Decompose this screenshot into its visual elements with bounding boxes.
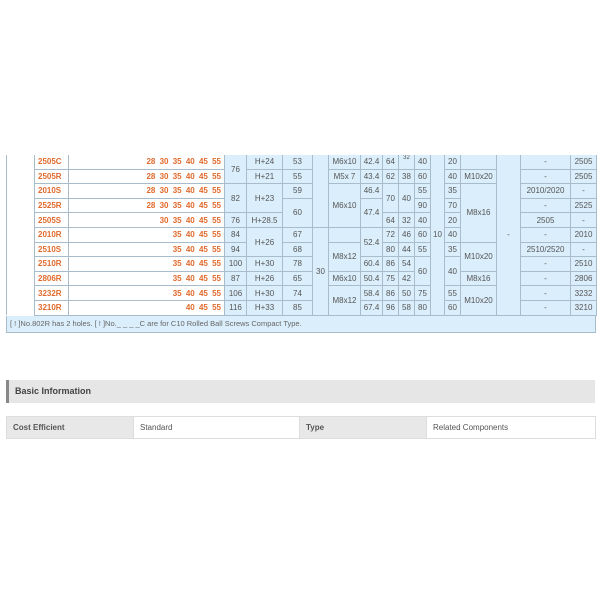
cell: - (521, 155, 571, 169)
cell: 62 (383, 169, 399, 184)
cell: 75 (415, 286, 431, 301)
size-options: 35 40 45 55 (69, 227, 225, 242)
cell: - (497, 155, 521, 315)
cell: - (571, 184, 597, 199)
cell: M6x10 (329, 155, 361, 169)
basic-information-header (6, 380, 595, 403)
cell: H+24 (247, 155, 283, 169)
cell: - (521, 227, 571, 242)
cell: - (521, 286, 571, 301)
cell: M8x12 (329, 242, 361, 271)
cell: 40 (415, 155, 431, 169)
size-options: 35 40 45 55 (69, 242, 225, 257)
cell: - (521, 169, 571, 184)
cell: H+21 (247, 169, 283, 184)
cell: M10x20 (461, 169, 497, 184)
cell: 60 (415, 169, 431, 184)
cost-efficient-label: Cost Efficient (7, 417, 134, 439)
cell: 55 (283, 169, 313, 184)
cell: 96 (383, 300, 399, 315)
part-number[interactable]: 2505S (35, 213, 69, 228)
cell: H+23 (247, 184, 283, 213)
cell: 76 (225, 155, 247, 184)
cell: 58.4 (361, 286, 383, 301)
cell: 50.4 (361, 271, 383, 286)
cell: 35 (445, 184, 461, 199)
cell: 2806 (571, 271, 597, 286)
cell: 42 (399, 271, 415, 286)
basic-info-table (6, 416, 596, 439)
cell: 116 (225, 300, 247, 315)
cell: 32 (399, 213, 415, 228)
cell: 40 (415, 213, 431, 228)
cell: 44 (399, 242, 415, 257)
cell: 82 (225, 184, 247, 213)
cell: - (571, 213, 597, 228)
size-options: 35 40 45 55 (69, 257, 225, 272)
cell: 20 (445, 155, 461, 169)
cell: 55 (415, 242, 431, 257)
table-footnote: [ ! ]No.802R has 2 holes. [ ! ]No._ _ _ _C are for C10 Rolled Ball Screws Compact Type. (6, 316, 596, 333)
size-options: 28 30 35 40 45 55 (69, 169, 225, 184)
cell: M8x16 (461, 184, 497, 242)
cell: - (521, 257, 571, 272)
cell: H+26 (247, 227, 283, 256)
cell: 2010 (571, 227, 597, 242)
section-title: Basic Information (15, 386, 92, 396)
cell: 85 (283, 300, 313, 315)
cell: M10x20 (461, 286, 497, 315)
cell: 2505 (521, 213, 571, 228)
cell: 80 (415, 300, 431, 315)
cell: 2505 (571, 155, 597, 169)
part-number[interactable]: 2510R (35, 257, 69, 272)
cell (329, 227, 361, 242)
part-number[interactable]: 2505C (35, 155, 69, 169)
cell: 67 (283, 227, 313, 242)
cell: 54 (399, 257, 415, 272)
left-margin-cell (7, 155, 35, 315)
size-options: 28 30 35 40 45 55 (69, 155, 225, 169)
cell: 65 (283, 271, 313, 286)
cell: 40 (445, 257, 461, 286)
cell: 3210 (571, 300, 597, 315)
cell: - (521, 300, 571, 315)
cell: 64 (383, 155, 399, 169)
cell: 20 (445, 213, 461, 228)
cell: 90 (415, 198, 431, 213)
cell: H+33 (247, 300, 283, 315)
cell: 84 (225, 227, 247, 242)
cell: 2525 (571, 198, 597, 213)
type-value[interactable]: Related Components (427, 417, 596, 439)
size-options: 35 40 45 55 (69, 286, 225, 301)
cell: 106 (225, 286, 247, 301)
cell (461, 155, 497, 169)
cell: 2510/2520 (521, 242, 571, 257)
cell: 86 (383, 286, 399, 301)
cell: 60 (283, 198, 313, 227)
cell: 94 (225, 242, 247, 257)
cell: H+30 (247, 286, 283, 301)
spec-table-container (6, 155, 596, 333)
cell: 46.4 (361, 184, 383, 199)
cell: 3232 (571, 286, 597, 301)
cell: 100 (225, 257, 247, 272)
cell: 52.4 (361, 227, 383, 256)
cell: 10 (431, 155, 445, 315)
cell: - (571, 242, 597, 257)
cell: 72 (383, 227, 399, 242)
size-options: 28 30 35 40 45 55 (69, 198, 225, 213)
cell: 60.4 (361, 257, 383, 272)
cell: H+28.5 (247, 213, 283, 228)
cell: - (521, 271, 571, 286)
part-number[interactable]: 2010S (35, 184, 69, 199)
cell: 58 (399, 300, 415, 315)
cell: M8x16 (461, 271, 497, 286)
cell: 60 (415, 227, 431, 242)
info-row (7, 417, 596, 439)
cell: 2505 (571, 169, 597, 184)
cell: 40 (445, 227, 461, 242)
cell: 32 (399, 155, 415, 169)
part-number[interactable]: 2505R (35, 169, 69, 184)
size-options: 35 40 45 55 (69, 271, 225, 286)
part-number[interactable]: 2510S (35, 242, 69, 257)
part-number[interactable]: 2525R (35, 198, 69, 213)
cell: 74 (283, 286, 313, 301)
cell: 2510 (571, 257, 597, 272)
cell: 47.4 (361, 198, 383, 227)
cell: 86 (383, 257, 399, 272)
cell: 60 (415, 257, 431, 286)
cell: 50 (399, 286, 415, 301)
cell: 30 (313, 227, 329, 315)
cell: 75 (383, 271, 399, 286)
cell: 87 (225, 271, 247, 286)
cell: 35 (445, 242, 461, 257)
size-options: 28 30 35 40 45 55 (69, 184, 225, 199)
cell: 46 (399, 227, 415, 242)
cell: 55 (445, 286, 461, 301)
cell: 70 (445, 198, 461, 213)
part-number[interactable]: 3232R (35, 286, 69, 301)
cell: 70 (383, 184, 399, 213)
cell: 40 (445, 169, 461, 184)
cell: 43.4 (361, 169, 383, 184)
cell: 2010/2020 (521, 184, 571, 199)
cell: 42.4 (361, 155, 383, 169)
size-options: 40 45 55 (69, 300, 225, 315)
cell: M6x10 (329, 184, 361, 228)
cell: M10x20 (461, 242, 497, 271)
cost-efficient-value: Standard (134, 417, 300, 439)
cell: H+30 (247, 257, 283, 272)
cell: 53 (283, 155, 313, 169)
table-row (7, 155, 597, 169)
cell: 68 (283, 242, 313, 257)
spec-table (6, 155, 597, 316)
part-number[interactable]: 2806R (35, 271, 69, 286)
cell (313, 155, 329, 227)
size-options: 30 35 40 45 55 (69, 213, 225, 228)
cell: 80 (383, 242, 399, 257)
cell: 59 (283, 184, 313, 199)
cell: 60 (445, 300, 461, 315)
cell: 76 (225, 213, 247, 228)
cell: 55 (415, 184, 431, 199)
cell: 40 (399, 184, 415, 213)
cell: 38 (399, 169, 415, 184)
cell: M8x12 (329, 286, 361, 315)
type-label: Type (300, 417, 427, 439)
cell: M5x 7 (329, 169, 361, 184)
cell: 64 (383, 213, 399, 228)
part-number[interactable]: 3210R (35, 300, 69, 315)
cell: M6x10 (329, 271, 361, 286)
cell: - (521, 198, 571, 213)
part-number[interactable]: 2010R (35, 227, 69, 242)
cell: 67.4 (361, 300, 383, 315)
cell: H+26 (247, 271, 283, 286)
cell: 78 (283, 257, 313, 272)
